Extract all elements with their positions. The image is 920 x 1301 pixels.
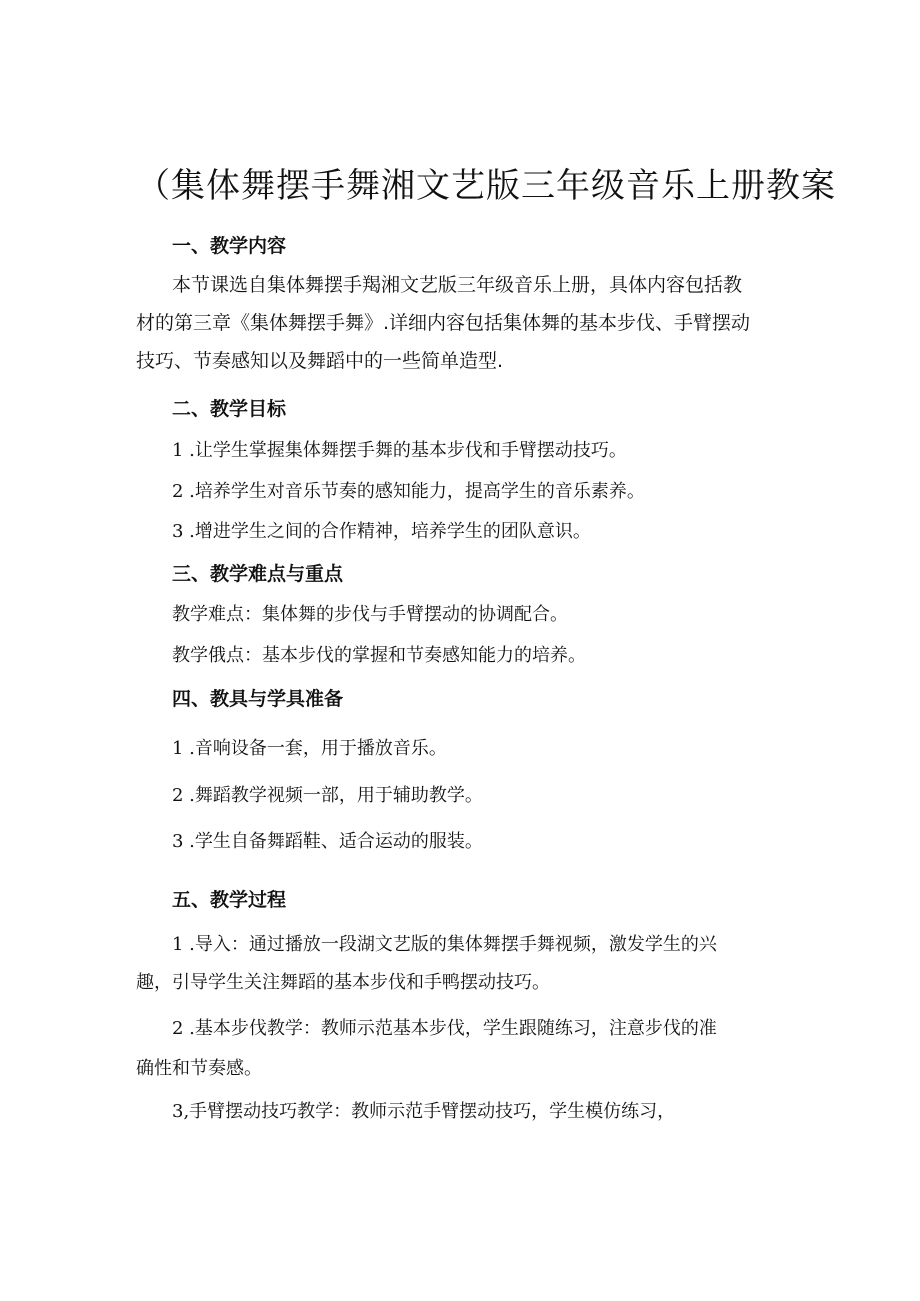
section-heading-objectives: 二、教学目标 xyxy=(172,398,287,420)
section-heading-materials: 四、教具与学具准备 xyxy=(172,688,344,710)
list-item: 教学俄点：基本步伐的掌握和节奏感知能力的培养。 xyxy=(172,645,586,666)
process-item-line: 趣，引导学生关注舞蹈的基本步伐和手鸭摆动技巧。 xyxy=(136,972,550,993)
paragraph-line: 技巧、节奏感知以及舞蹈中的一些简单造型. xyxy=(136,350,504,372)
paragraph-line: 材的第三章《集体舞摆手舞》.详细内容包括集体舞的基本步伐、手臂摆动 xyxy=(136,312,751,334)
list-item: 2 .培养学生对音乐节奏的感知能力，提高学生的音乐素养。 xyxy=(172,481,645,502)
section-heading-difficulties: 三、教学难点与重点 xyxy=(172,563,344,585)
section-heading-process: 五、教学过程 xyxy=(172,889,287,911)
process-item-line: 3,手臂摆动技巧教学：教师示范手臂摆动技巧，学生模仿练习， xyxy=(172,1101,676,1122)
list-item: 3 .学生自备舞蹈鞋、适合运动的服装。 xyxy=(172,831,483,852)
list-item: 1 .让学生掌握集体舞摆手舞的基本步伐和手臂摆动技巧。 xyxy=(172,440,627,461)
process-item-line: 确性和节奏感。 xyxy=(136,1058,262,1079)
list-item: 教学难点：集体舞的步伐与手臂摆动的协调配合。 xyxy=(172,604,568,625)
document-title: （集体舞摆手舞湘文艺版三年级音乐上册教案 xyxy=(136,166,836,206)
list-item: 3 .增进学生之间的合作精神，培养学生的团队意识。 xyxy=(172,521,591,542)
list-item: 1 .音响设备一套，用于播放音乐。 xyxy=(172,738,447,759)
paragraph-line: 本节课选自集体舞摆手羯湘文艺版三年级音乐上册，具体内容包括教 xyxy=(172,274,743,296)
section-heading-content: 一、教学内容 xyxy=(172,235,287,257)
process-item-line: 2 .基本步伐教学：教师示范基本步伐，学生跟随练习，注意步伐的准 xyxy=(172,1018,717,1039)
process-item-line: 1 .导入：通过播放一段湖文艺版的集体舞摆手舞视频，激发学生的兴 xyxy=(172,934,717,955)
list-item: 2 .舞蹈教学视频一部，用于辅助教学。 xyxy=(172,785,483,806)
section-paragraph-content xyxy=(136,266,786,380)
